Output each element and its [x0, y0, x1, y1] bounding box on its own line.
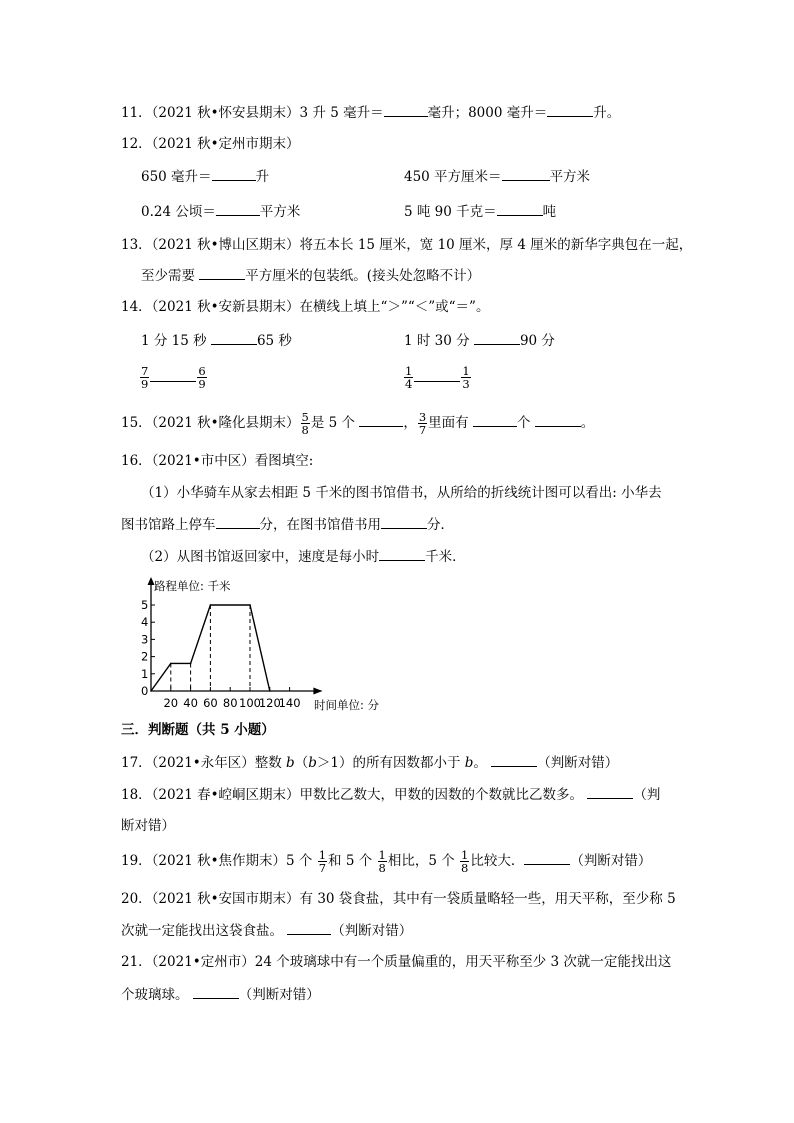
answer-blank[interactable] [216, 202, 260, 216]
answer-blank[interactable] [497, 202, 543, 216]
fraction: $\frac{1}{3}$ [462, 364, 470, 391]
chart-dropdown-lines [171, 605, 250, 691]
data-point [269, 690, 271, 692]
fraction: $\frac{5}{8}$ [301, 410, 309, 437]
data-point [190, 663, 192, 665]
answer-blank[interactable] [359, 413, 403, 427]
answer-blank[interactable] [384, 103, 428, 117]
data-point [150, 690, 152, 692]
x-axis-label: 时间单位: 分 [314, 698, 380, 712]
y-axis-label: 路程单位: 千米 [154, 579, 231, 593]
fraction: $\frac{1}{7}$ [318, 848, 327, 875]
answer-blank[interactable] [587, 785, 633, 799]
question-16-part1-line1: （1）小华骑车从家去相距 5 千米的图书馆借书，从所给的折线统计图可以看出: 小华去 [141, 485, 662, 501]
fraction: $\frac{1}{8}$ [378, 848, 386, 875]
answer-blank[interactable] [502, 167, 550, 181]
question-14-item: 1 时 30 分 90 分 [404, 333, 555, 349]
x-tick-label: 140 [278, 696, 301, 710]
answer-blank[interactable] [381, 515, 427, 529]
y-tick-label: 1 [141, 666, 149, 681]
question-15: 15．（2021 秋•隆化县期末） $\frac{5}{8}$ 是 5 个 ， $\frac{3}{7}$ 里面有 个 。 [121, 410, 595, 437]
answer-blank[interactable] [216, 515, 260, 529]
question-16-part1-line2: 图书馆路上停车 分，在图书馆借书用 分． [121, 517, 454, 533]
distance-time-line-chart [134, 574, 394, 714]
question-12-heading: 12．（2021 秋•定州市期末） [121, 136, 300, 152]
x-tick-label: 120 [258, 696, 281, 710]
question-12-item: 5 吨 90 千克＝ 吨 [404, 204, 557, 220]
answer-blank[interactable] [379, 547, 425, 561]
fraction: $\frac{3}{7}$ [418, 410, 427, 437]
question-11: 11．（2021 秋•怀安县期末）3 升 5 毫升＝ 毫升；8000 毫升＝ 升。 [121, 105, 621, 121]
x-tick-label: 20 [163, 696, 179, 710]
question-14-item: 1 分 15 秒 65 秒 [141, 333, 292, 349]
question-17: 17．（2021•永年区）整数 b（b＞1）的所有因数都小于 b。 （判断对错） [121, 755, 619, 771]
question-21-line2: 个玻璃球。 （判断对错） [121, 987, 320, 1003]
chart-axes [148, 577, 323, 695]
y-tick-label: 0 [141, 684, 149, 698]
y-tick-label: 3 [141, 632, 149, 647]
answer-blank[interactable] [199, 266, 245, 280]
question-14-fraction-compare [403, 362, 472, 392]
answer-blank[interactable] [547, 103, 593, 117]
question-13-line1: 13．（2021 秋•博山区期末）将五本长 15 厘米，宽 10 厘米，厚 4 厘米的新华字典包在一起， [121, 237, 693, 253]
question-13-line2: 至少需要 平方厘米的包装纸。(接头处忽略不计） [141, 268, 481, 284]
answer-blank[interactable] [211, 331, 257, 345]
answer-blank[interactable] [287, 921, 331, 935]
question-14-fraction-compare [139, 362, 208, 392]
question-19: 19．（2021 秋•焦作期末）5 个 $\frac{1}{7}$ 和 5 个 $\frac{1}{8}$ 相比，5 个 $\frac{1}{8}$ 比较大． （判断对错） [121, 848, 652, 875]
question-12-item: 0.24 公顷＝ 平方米 [141, 204, 301, 220]
question-18-line1: 18．（2021 春•崆峒区期末）甲数比乙数大，甲数的因数的个数就比乙数多。 （判 [121, 787, 661, 803]
fraction: $\frac{6}{9}$ [198, 364, 206, 391]
question-16-part2: （2）从图书馆返回家中，速度是每小时 千米． [141, 549, 466, 565]
x-tick-label: 80 [222, 696, 238, 710]
answer-blank[interactable] [193, 985, 239, 999]
question-21-line1: 21．（2021•定州市）24 个玻璃球中有一个质量偏重的，用天平称至少 3 次就一定能找出这 [121, 954, 672, 970]
answer-blank[interactable] [474, 331, 520, 345]
question-16-heading: 16．（2021•市中区）看图填空: [121, 453, 314, 469]
question-20-line2: 次就一定能找出这袋食盐。 （判断对错） [121, 923, 413, 939]
fraction: $\frac{1}{8}$ [461, 848, 469, 875]
x-tick-label: 60 [203, 696, 218, 710]
answer-blank[interactable] [535, 413, 581, 427]
y-tick-label: 2 [141, 649, 149, 664]
question-12-item: 450 平方厘米＝ 平方米 [404, 169, 591, 185]
x-axis-arrow [313, 688, 322, 695]
answer-blank[interactable] [524, 851, 570, 865]
data-point [210, 604, 212, 606]
fraction: $\frac{1}{4}$ [405, 364, 413, 391]
question-18-line2: 断对错） [121, 818, 175, 834]
answer-blank[interactable] [150, 373, 196, 382]
y-tick-label: 4 [141, 615, 149, 630]
data-point [170, 663, 172, 665]
y-tick-label: 5 [141, 598, 149, 612]
question-14-heading: 14．（2021 秋•安新县期末）在横线上填上“＞”“＜”或“＝”。 [121, 299, 490, 315]
data-point [249, 604, 251, 606]
answer-blank[interactable] [473, 413, 517, 427]
x-tick-label: 100 [239, 696, 261, 710]
question-20-line1: 20．（2021 秋•安国市期末）有 30 袋食盐，其中有一袋质量略轻一些，用天平称，至少称 5 [121, 891, 676, 907]
answer-blank[interactable] [212, 167, 256, 181]
fraction: $\frac{7}{9}$ [141, 364, 149, 391]
section-title: 三．判断题（共 5 小题） [121, 722, 275, 738]
chart-ticks [141, 598, 301, 710]
answer-blank[interactable] [414, 373, 460, 382]
question-12-item: 650 毫升＝ 升 [141, 169, 270, 185]
answer-blank[interactable] [491, 753, 537, 767]
x-tick-label: 40 [183, 696, 198, 710]
